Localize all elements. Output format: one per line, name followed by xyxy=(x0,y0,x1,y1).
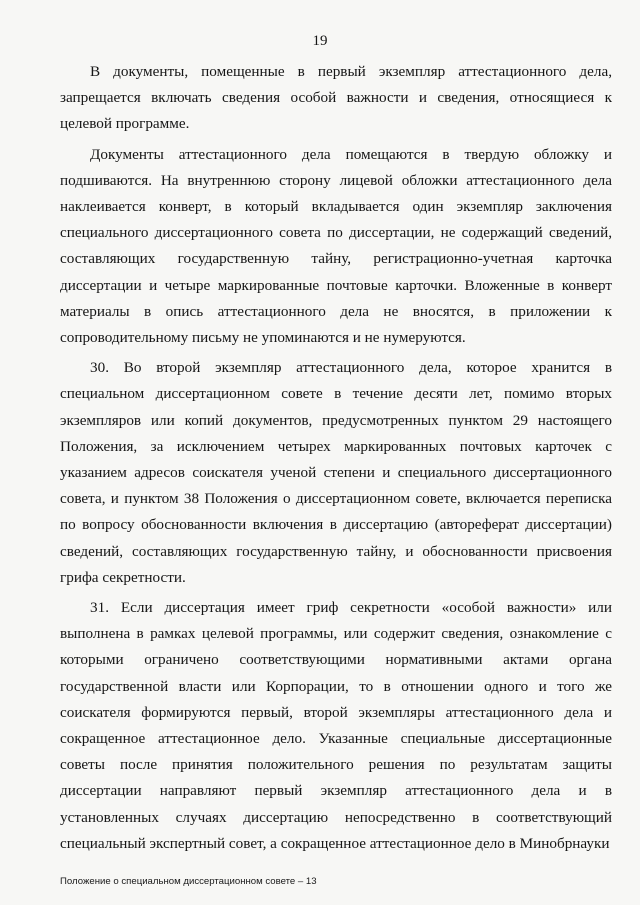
paragraph-item-31: 31. Если диссертация имеет гриф секретности «особой важности» или выполнена в рамках целевой программы, или содержит сведения, ознакомление с которыми ограничено соответствующими нормативными актами органа государственной власти или Корпорации, то в отношении одного и того же соискателя формируются первый, второй экземпляры аттестационного дела и сокращенное аттестационное дело. Указанные специальные диссертационные советы после принятия положительного решения по результатам защиты диссертации направляют первый экземпляр аттестационного дела и в установленных случаях диссертацию непосредственно в соответствующий специальный экспертный совет, а сокращенное аттестационное дело в Минобрнауки xyxy=(60,599,612,852)
paragraph-binding-and-envelope: Документы аттестационного дела помещаются в твердую обложку и подшиваются. На внутреннюю сторону лицевой обложки аттестационного дела наклеивается конверт, в который вкладывается один экземпляр заключения специального диссертационного совета по диссертации, не содержащий сведений, составляющих государственную тайну, регистрационно-учетная карточка диссертации и четыре маркированные почтовые карточки. Вложенные в конверт материалы в опись аттестационного дела не вносятся, в приложении к сопроводительному письму не упоминаются и не нумеруются. xyxy=(60,145,612,347)
page-number: 19 xyxy=(312,33,328,49)
document-body xyxy=(60,59,612,861)
page-footer: Положение о специальном диссертационном совете – 13 xyxy=(60,876,317,887)
paragraph-documents-first-copy: В документы, помещенные в первый экземпляр аттестационного дела, запрещается включать сведения особой важности и сведения, относящиеся к целевой программе. xyxy=(60,63,612,133)
paragraph-item-30: 30. Во второй экземпляр аттестационного дела, которое хранится в специальном диссертационном совете в течение десяти лет, помимо вторых экземпляров или копий документов, предусмотренных пунктом 29 настоящего Положения, за исключением четырех маркированных почтовых карточек с указанием адресов соискателя ученой степени и специального диссертационного совета, и пунктом 38 Положения о диссертационном совете, включается переписка по вопросу обоснованности включения в диссертацию (автореферат диссертации) сведений, составляющих государственную тайну, и обоснованности присвоения грифа секретности. xyxy=(60,359,612,586)
